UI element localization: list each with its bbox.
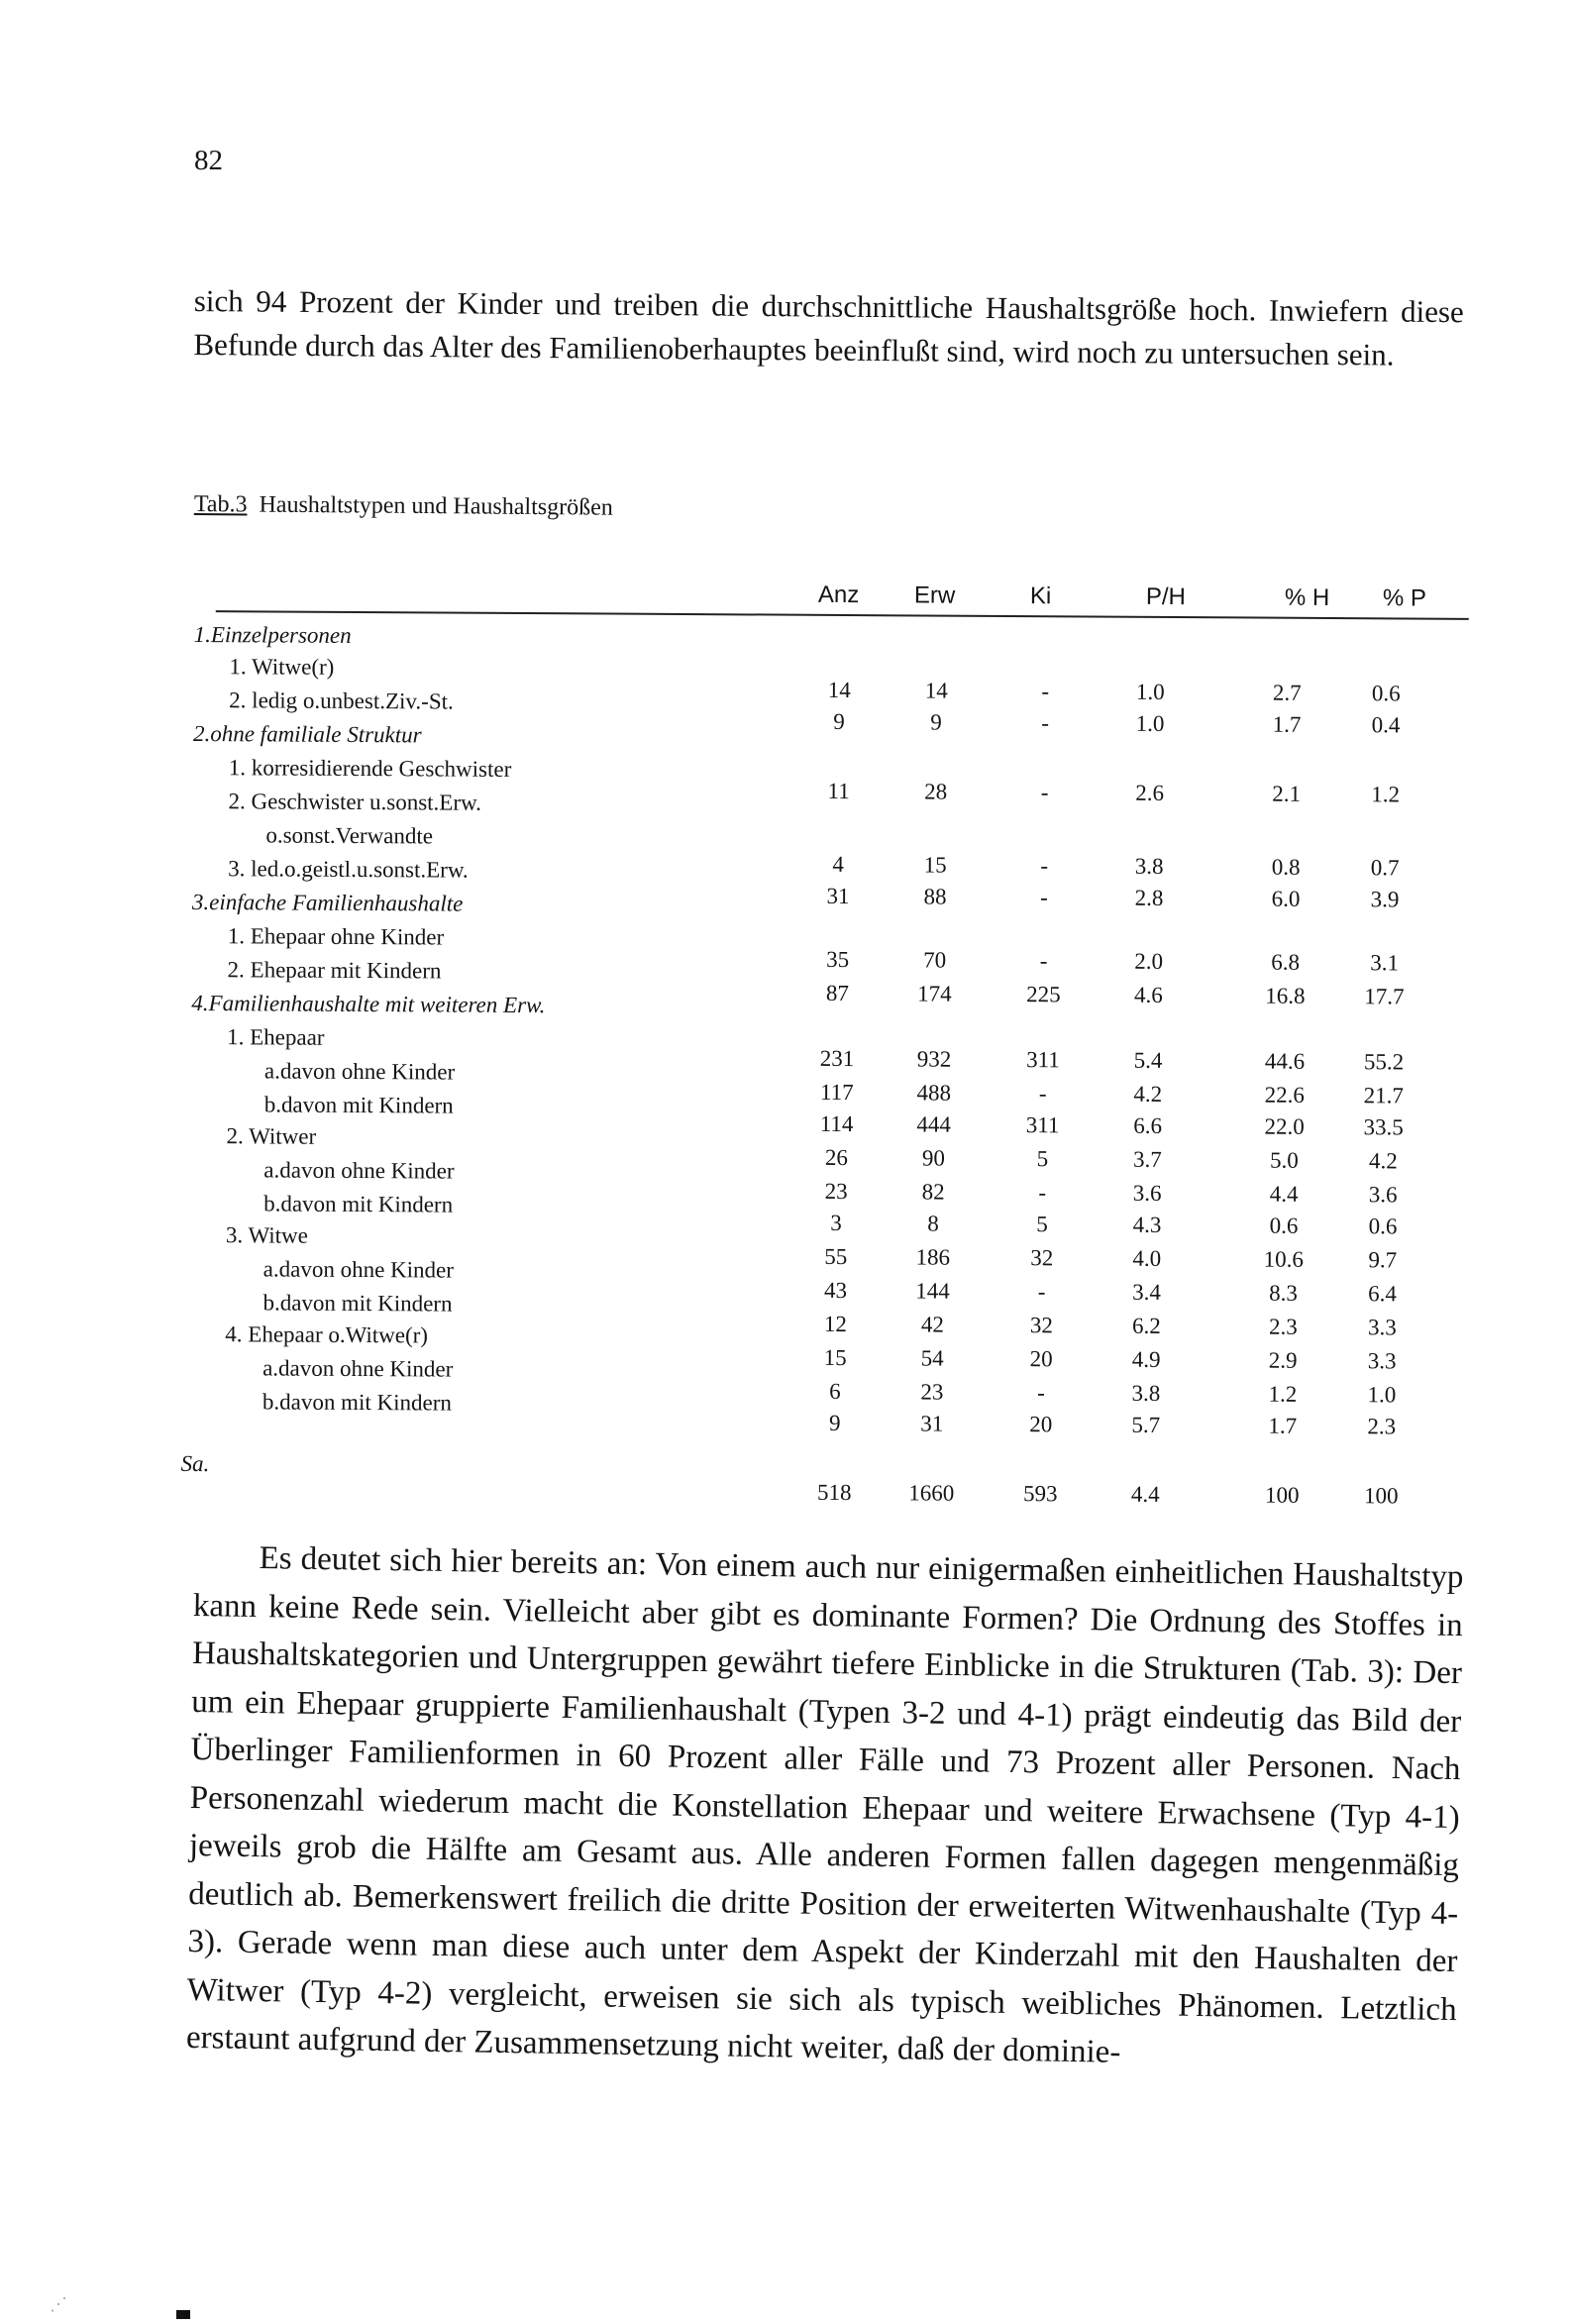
cell-erw: 90 bbox=[921, 1145, 945, 1171]
cell-anz: 12 bbox=[823, 1311, 847, 1337]
cell-anz: 117 bbox=[819, 1079, 854, 1106]
cell-ki: - bbox=[1040, 853, 1049, 879]
header-pct-p: % P bbox=[1382, 584, 1426, 612]
row-label-total: Sa. bbox=[180, 1450, 210, 1477]
cell-pct-h: 44.6 bbox=[1264, 1048, 1306, 1074]
cell-pct-h: 2.7 bbox=[1272, 680, 1302, 705]
row-label-section: 1.Einzelpersonen bbox=[193, 621, 352, 648]
cell-ki: 32 bbox=[1029, 1313, 1053, 1338]
cell-ki: - bbox=[1037, 1279, 1046, 1305]
cell-pct-p: 55.2 bbox=[1363, 1049, 1405, 1075]
cell-ki: - bbox=[1038, 1081, 1047, 1107]
row-label: 3. Witwe bbox=[225, 1222, 308, 1248]
cell-pct-h: 2.1 bbox=[1272, 781, 1302, 806]
row-label: b.davon mit Kindern bbox=[262, 1290, 453, 1317]
cell-erw: 8 bbox=[927, 1211, 939, 1236]
table-header-rule bbox=[216, 610, 1469, 620]
cell-erw: 70 bbox=[923, 947, 947, 973]
cell-anz: 15 bbox=[823, 1344, 847, 1371]
cell-ki: 20 bbox=[1029, 1412, 1053, 1437]
cell-ki: - bbox=[1039, 948, 1048, 974]
cell-pct-p: 21.7 bbox=[1363, 1083, 1405, 1109]
page-number: 82 bbox=[194, 145, 223, 176]
cell-ki: 5 bbox=[1036, 1212, 1048, 1237]
cell-ki: - bbox=[1038, 1180, 1047, 1206]
cell-erw: 488 bbox=[916, 1080, 952, 1106]
cell-erw: 444 bbox=[916, 1111, 951, 1137]
cell-erw: 14 bbox=[924, 678, 948, 703]
cell-anz: 14 bbox=[827, 677, 851, 703]
cell-pct-p: 0.6 bbox=[1368, 1214, 1398, 1239]
cell-ki: - bbox=[1041, 710, 1050, 736]
cell-anz: 11 bbox=[827, 778, 850, 804]
total-cell-ph: 4.4 bbox=[1130, 1481, 1160, 1507]
cell-anz: 231 bbox=[819, 1045, 855, 1072]
cell-anz: 114 bbox=[819, 1110, 854, 1137]
cell-pct-h: 6.0 bbox=[1271, 886, 1301, 911]
row-label: a.davon ohne Kinder bbox=[262, 1355, 454, 1382]
cell-pct-h: 22.6 bbox=[1264, 1082, 1306, 1108]
cell-pct-p: 0.6 bbox=[1371, 681, 1401, 706]
row-label: 2. ledig o.unbest.Ziv.-St. bbox=[229, 687, 454, 714]
cell-erw: 28 bbox=[924, 779, 948, 804]
cell-ki: - bbox=[1037, 1380, 1045, 1406]
cell-pct-p: 9.7 bbox=[1368, 1247, 1398, 1273]
cell-pct-p: 4.2 bbox=[1368, 1148, 1398, 1174]
cell-erw: 186 bbox=[915, 1244, 951, 1270]
cell-pct-h: 0.8 bbox=[1271, 854, 1301, 880]
row-label: 1. Ehepaar ohne Kinder bbox=[227, 923, 445, 950]
cell-anz: 35 bbox=[826, 946, 850, 973]
cell-ph: 4.3 bbox=[1132, 1212, 1162, 1237]
cell-ph: 4.2 bbox=[1133, 1081, 1163, 1107]
cell-pct-p: 6.4 bbox=[1368, 1281, 1398, 1307]
total-cell-pct-p: 100 bbox=[1364, 1483, 1399, 1509]
cell-ph: 4.9 bbox=[1131, 1346, 1161, 1372]
cell-erw: 88 bbox=[923, 884, 947, 909]
row-label: 1. korresidierende Geschwister bbox=[228, 755, 512, 782]
row-label-section: 4.Familienhaushalte mit weiteren Erw. bbox=[191, 990, 546, 1018]
cell-pct-h: 8.3 bbox=[1269, 1280, 1299, 1306]
cell-pct-p: 3.3 bbox=[1367, 1315, 1397, 1340]
cell-ph: 2.6 bbox=[1135, 780, 1165, 805]
cell-anz: 4 bbox=[832, 851, 845, 877]
cell-pct-h: 1.7 bbox=[1272, 711, 1302, 737]
cell-ph: 6.2 bbox=[1131, 1313, 1161, 1338]
cell-pct-h: 10.6 bbox=[1263, 1246, 1304, 1272]
header-anz: Anz bbox=[817, 581, 860, 609]
cell-pct-h: 2.9 bbox=[1268, 1347, 1298, 1373]
row-label: o.sonst.Verwandte bbox=[265, 822, 434, 849]
intro-paragraph: sich 94 Prozent der Kinder und treiben die durchschnittliche Haushaltsgröße hoch. Inwiefern diese Befunde durch das Alter des Familienoberhauptes beeinflußt sind, wird noch zu untersuchen sein. bbox=[193, 282, 1464, 372]
cell-pct-p: 1.0 bbox=[1367, 1382, 1397, 1408]
cell-erw: 9 bbox=[930, 709, 942, 735]
row-label: 2. Geschwister u.sonst.Erw. bbox=[228, 789, 481, 815]
row-label: 3. led.o.geistl.u.sonst.Erw. bbox=[228, 856, 469, 883]
cell-ki: - bbox=[1040, 885, 1048, 910]
cell-anz: 9 bbox=[833, 708, 845, 734]
cell-anz: 6 bbox=[829, 1378, 841, 1404]
cell-ph: 5.7 bbox=[1131, 1412, 1161, 1437]
cell-ph: 2.8 bbox=[1134, 885, 1164, 910]
cell-ki: - bbox=[1041, 679, 1050, 704]
row-label-section: 3.einfache Familienhaushalte bbox=[191, 889, 464, 916]
table-caption-text: Haushaltstypen und Haushaltsgrößen bbox=[259, 491, 613, 521]
cell-pct-h: 0.6 bbox=[1269, 1213, 1299, 1238]
header-ki: Ki bbox=[1029, 582, 1052, 610]
header-ph: P/H bbox=[1145, 582, 1186, 611]
row-label: b.davon mit Kindern bbox=[263, 1191, 454, 1217]
cell-pct-h: 4.4 bbox=[1269, 1181, 1299, 1207]
cell-anz: 43 bbox=[824, 1277, 848, 1304]
cell-ph: 5.4 bbox=[1133, 1047, 1163, 1073]
header-pct-h: % H bbox=[1284, 583, 1330, 611]
cell-pct-p: 0.7 bbox=[1370, 855, 1400, 881]
cell-pct-h: 1.7 bbox=[1268, 1413, 1298, 1438]
cell-ph: 6.6 bbox=[1133, 1112, 1163, 1138]
cell-pct-p: 1.2 bbox=[1371, 782, 1401, 807]
row-label: a.davon ohne Kinder bbox=[263, 1058, 456, 1085]
cell-erw: 15 bbox=[923, 852, 947, 878]
cell-anz: 3 bbox=[830, 1210, 842, 1235]
cell-ph: 2.0 bbox=[1134, 948, 1164, 974]
cell-erw: 54 bbox=[920, 1345, 944, 1371]
cell-anz: 26 bbox=[824, 1144, 848, 1171]
cell-ph: 3.8 bbox=[1131, 1380, 1161, 1406]
cell-erw: 31 bbox=[920, 1411, 944, 1436]
cell-erw: 932 bbox=[916, 1046, 952, 1072]
cell-ph: 3.8 bbox=[1134, 853, 1164, 879]
row-label: 4. Ehepaar o.Witwe(r) bbox=[225, 1321, 429, 1348]
cell-ph: 4.6 bbox=[1133, 982, 1163, 1007]
cell-anz: 31 bbox=[826, 883, 850, 909]
cell-ki: 225 bbox=[1026, 982, 1061, 1007]
row-label: 1. Ehepaar bbox=[227, 1024, 325, 1050]
cell-pct-h: 22.0 bbox=[1264, 1113, 1305, 1139]
cell-ph: 3.6 bbox=[1132, 1180, 1162, 1206]
cell-ki: 20 bbox=[1029, 1346, 1053, 1372]
cell-pct-h: 6.8 bbox=[1271, 949, 1301, 975]
cell-anz: 9 bbox=[828, 1410, 841, 1435]
cell-ph: 1.0 bbox=[1135, 679, 1165, 704]
cell-ph: 1.0 bbox=[1135, 710, 1165, 736]
body-text: Es deutet sich hier bereits an: Von einem auch nur einigermaßen einheitlichen Haushaltstyp kann keine Rede sein. Vielleicht aber gibt es dominante Formen? Die Ordnung des Stoffes in Haushaltskategorien und Untergruppen gewährt tiefere Einblicke in die Strukturen (Tab. 3): Der um ein Ehepaar gruppierte Familienhaushalt (Typen 3-2 und 4-1) prägt eindeutig das Bild der Überlinger Familienformen in 60 Prozent aller Fälle und 73 Prozent aller Personen. Nach Personenzahl wiederum macht die Konstellation Ehepaar und weitere Erwachsene (Typ 4-1) jeweils grob die Hälfte am Gesamt aus. Alle anderen Formen fallen dagegen mengenmäßig deutlich ab. Bemerkenswert freilich die dritte Position der erweiterten Witwenhaushalte (Typ 4-3). Gerade wenn man diese auch unter dem Aspekt der Kinderzahl mit den Haushalten der Witwer (Typ 4-2) vergleicht, erweisen sie sich als typisch weibliches Phänomen. Letztlich erstaunt aufgrund der Zusammensetzung nicht weiter, daß der dominie- bbox=[185, 1540, 1464, 2070]
cell-ki: 5 bbox=[1036, 1146, 1049, 1172]
paragraph-indent bbox=[193, 1567, 259, 1568]
cell-ki: 32 bbox=[1030, 1245, 1054, 1271]
cell-ph: 4.0 bbox=[1132, 1245, 1162, 1271]
cell-pct-h: 16.8 bbox=[1265, 983, 1306, 1008]
row-label: b.davon mit Kindern bbox=[263, 1092, 454, 1118]
row-label: a.davon ohne Kinder bbox=[262, 1256, 455, 1283]
cell-ki: 311 bbox=[1026, 1047, 1060, 1073]
cell-pct-p: 17.7 bbox=[1364, 984, 1405, 1009]
cell-pct-p: 3.6 bbox=[1368, 1182, 1398, 1208]
cell-pct-p: 3.1 bbox=[1370, 950, 1400, 976]
cell-erw: 144 bbox=[915, 1278, 950, 1304]
cell-ki: 311 bbox=[1025, 1112, 1060, 1138]
cell-pct-h: 5.0 bbox=[1269, 1147, 1299, 1173]
body-paragraph bbox=[186, 1533, 1464, 2082]
cell-anz: 87 bbox=[825, 980, 850, 1006]
row-label: 2. Ehepaar mit Kindern bbox=[227, 957, 442, 984]
cell-erw: 174 bbox=[917, 981, 952, 1006]
total-cell-ki: 593 bbox=[1023, 1481, 1058, 1507]
scan-mark bbox=[176, 2310, 190, 2319]
row-label-section: 2.ohne familiale Struktur bbox=[192, 720, 422, 748]
cell-anz: 23 bbox=[824, 1178, 848, 1205]
cell-erw: 23 bbox=[920, 1379, 944, 1405]
cell-pct-h: 2.3 bbox=[1268, 1314, 1298, 1339]
cell-pct-p: 33.5 bbox=[1363, 1114, 1404, 1140]
cell-ki: - bbox=[1040, 780, 1049, 805]
cell-ph: 3.7 bbox=[1132, 1146, 1162, 1172]
header-erw: Erw bbox=[913, 581, 956, 609]
cell-pct-p: 3.9 bbox=[1370, 887, 1400, 912]
cell-ph: 3.4 bbox=[1132, 1279, 1162, 1305]
cell-erw: 42 bbox=[920, 1312, 944, 1337]
cell-anz: 55 bbox=[824, 1243, 848, 1270]
row-label: b.davon mit Kindern bbox=[262, 1389, 452, 1416]
scan-speck: ⋰ bbox=[50, 2294, 67, 2314]
table-caption-label: Tab.3 bbox=[193, 491, 248, 518]
cell-erw: 82 bbox=[921, 1179, 945, 1205]
cell-pct-p: 2.3 bbox=[1367, 1414, 1397, 1439]
cell-pct-p: 0.4 bbox=[1371, 712, 1401, 738]
total-cell-pct-h: 100 bbox=[1265, 1482, 1300, 1508]
row-label: 1. Witwe(r) bbox=[229, 654, 335, 680]
cell-pct-p: 3.3 bbox=[1367, 1348, 1397, 1374]
total-cell-anz: 518 bbox=[817, 1479, 852, 1506]
cell-pct-h: 1.2 bbox=[1268, 1381, 1298, 1407]
row-label: 2. Witwer bbox=[226, 1123, 317, 1149]
row-label: a.davon ohne Kinder bbox=[263, 1157, 455, 1184]
total-cell-erw: 1660 bbox=[908, 1480, 955, 1506]
